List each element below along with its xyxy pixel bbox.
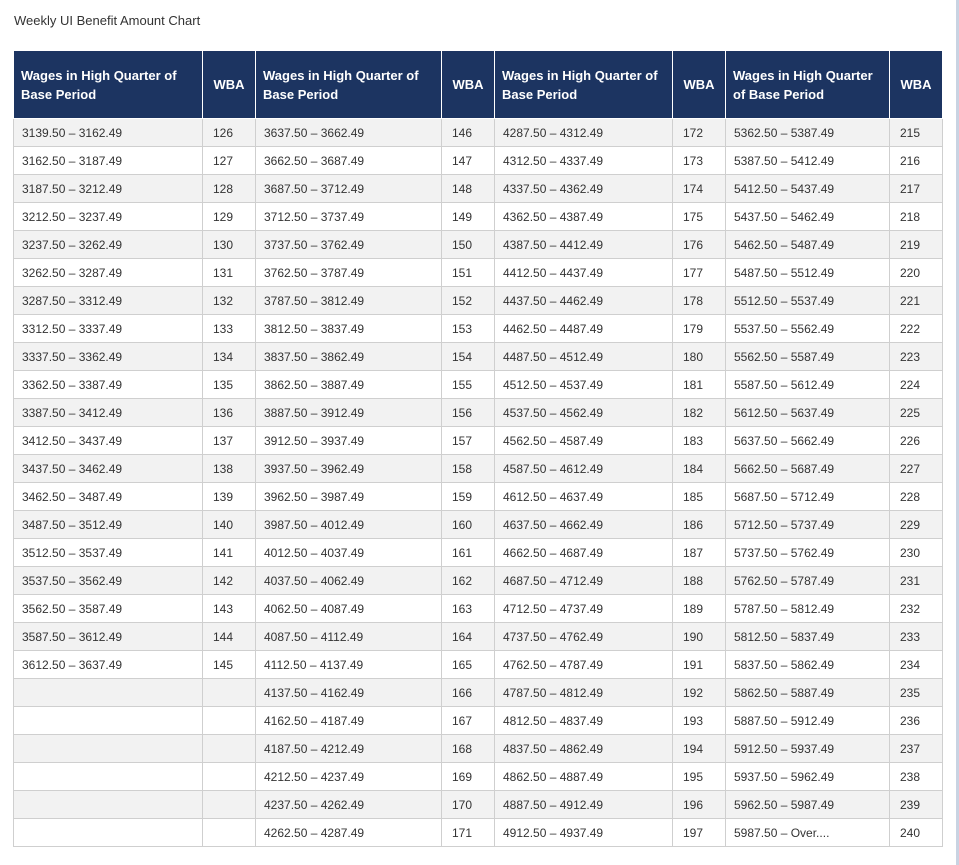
- wba-cell: 126: [203, 119, 256, 147]
- wage-range-cell: 4362.50 – 4387.49: [495, 203, 673, 231]
- wba-cell: 240: [890, 819, 943, 847]
- wba-cell: 133: [203, 315, 256, 343]
- wage-range-cell: 4287.50 – 4312.49: [495, 119, 673, 147]
- wba-cell: 195: [673, 763, 726, 791]
- wage-range-cell: 5987.50 – Over....: [726, 819, 890, 847]
- wage-range-cell: 4637.50 – 4662.49: [495, 511, 673, 539]
- wba-cell: 225: [890, 399, 943, 427]
- wba-cell: 221: [890, 287, 943, 315]
- wage-range-cell: 3812.50 – 3837.49: [256, 315, 442, 343]
- wba-cell: 169: [442, 763, 495, 791]
- wba-cell: 232: [890, 595, 943, 623]
- wage-range-cell: 4262.50 – 4287.49: [256, 819, 442, 847]
- wage-range-cell: 4837.50 – 4862.49: [495, 735, 673, 763]
- wage-range-cell: 5712.50 – 5737.49: [726, 511, 890, 539]
- wage-range-cell: 5762.50 – 5787.49: [726, 567, 890, 595]
- wba-cell: 172: [673, 119, 726, 147]
- wba-cell: 139: [203, 483, 256, 511]
- wba-cell: 218: [890, 203, 943, 231]
- page-title: Weekly UI Benefit Amount Chart: [14, 13, 201, 28]
- wage-range-cell: 5562.50 – 5587.49: [726, 343, 890, 371]
- table-row: [14, 679, 943, 707]
- wage-range-cell: 4387.50 – 4412.49: [495, 231, 673, 259]
- wba-cell: 142: [203, 567, 256, 595]
- wba-cell: 228: [890, 483, 943, 511]
- wba-cell: 185: [673, 483, 726, 511]
- wba-cell: [203, 735, 256, 763]
- wage-range-cell: 3237.50 – 3262.49: [14, 231, 203, 259]
- wba-cell: 147: [442, 147, 495, 175]
- wba-cell: 184: [673, 455, 726, 483]
- wage-range-cell: 5412.50 – 5437.49: [726, 175, 890, 203]
- table-row: [14, 595, 943, 623]
- wba-cell: [203, 707, 256, 735]
- wage-range-cell: 5687.50 – 5712.49: [726, 483, 890, 511]
- table-row: [14, 203, 943, 231]
- wba-cell: 153: [442, 315, 495, 343]
- wba-cell: 180: [673, 343, 726, 371]
- table-row: [14, 763, 943, 791]
- table-row: [14, 315, 943, 343]
- wages-header: Wages in High Quarter of Base Period: [726, 51, 890, 119]
- wba-cell: 149: [442, 203, 495, 231]
- wba-cell: 175: [673, 203, 726, 231]
- wba-cell: 190: [673, 623, 726, 651]
- wba-cell: 237: [890, 735, 943, 763]
- wba-cell: 188: [673, 567, 726, 595]
- table-row: [14, 175, 943, 203]
- wba-cell: 157: [442, 427, 495, 455]
- wba-cell: 165: [442, 651, 495, 679]
- wba-cell: 192: [673, 679, 726, 707]
- wage-range-cell: 4612.50 – 4637.49: [495, 483, 673, 511]
- wage-range-cell: 3612.50 – 3637.49: [14, 651, 203, 679]
- wba-cell: 222: [890, 315, 943, 343]
- wba-header: WBA: [890, 51, 943, 119]
- table-row: [14, 231, 943, 259]
- table-row: [14, 791, 943, 819]
- wage-range-cell: [14, 819, 203, 847]
- wage-range-cell: 4237.50 – 4262.49: [256, 791, 442, 819]
- wage-range-cell: [14, 707, 203, 735]
- wage-range-cell: 4687.50 – 4712.49: [495, 567, 673, 595]
- wage-range-cell: 3937.50 – 3962.49: [256, 455, 442, 483]
- wba-cell: 239: [890, 791, 943, 819]
- wage-range-cell: 5737.50 – 5762.49: [726, 539, 890, 567]
- wages-header: Wages in High Quarter of Base Period: [14, 51, 203, 119]
- wba-cell: 144: [203, 623, 256, 651]
- wba-cell: 233: [890, 623, 943, 651]
- wage-range-cell: 3462.50 – 3487.49: [14, 483, 203, 511]
- wage-range-cell: 4337.50 – 4362.49: [495, 175, 673, 203]
- wage-range-cell: 4162.50 – 4187.49: [256, 707, 442, 735]
- wage-range-cell: 4512.50 – 4537.49: [495, 371, 673, 399]
- wba-cell: 238: [890, 763, 943, 791]
- wba-cell: 131: [203, 259, 256, 287]
- table-row: [14, 371, 943, 399]
- wage-range-cell: 4912.50 – 4937.49: [495, 819, 673, 847]
- wba-cell: 216: [890, 147, 943, 175]
- wba-cell: [203, 791, 256, 819]
- wba-cell: 161: [442, 539, 495, 567]
- wage-range-cell: 3687.50 – 3712.49: [256, 175, 442, 203]
- wage-range-cell: 5862.50 – 5887.49: [726, 679, 890, 707]
- wba-cell: 174: [673, 175, 726, 203]
- wba-cell: 226: [890, 427, 943, 455]
- wba-cell: 187: [673, 539, 726, 567]
- table-row: [14, 343, 943, 371]
- table-row: [14, 427, 943, 455]
- wba-cell: 224: [890, 371, 943, 399]
- wage-range-cell: 5812.50 – 5837.49: [726, 623, 890, 651]
- wba-cell: 129: [203, 203, 256, 231]
- wage-range-cell: 5362.50 – 5387.49: [726, 119, 890, 147]
- table-row: [14, 511, 943, 539]
- wba-cell: 168: [442, 735, 495, 763]
- wba-cell: 181: [673, 371, 726, 399]
- wage-range-cell: 5612.50 – 5637.49: [726, 399, 890, 427]
- wage-range-cell: 3512.50 – 3537.49: [14, 539, 203, 567]
- wage-range-cell: 3987.50 – 4012.49: [256, 511, 442, 539]
- wba-cell: [203, 819, 256, 847]
- wage-range-cell: 3387.50 – 3412.49: [14, 399, 203, 427]
- wage-range-cell: 4737.50 – 4762.49: [495, 623, 673, 651]
- wage-range-cell: 4062.50 – 4087.49: [256, 595, 442, 623]
- wage-range-cell: [14, 679, 203, 707]
- wage-range-cell: 4012.50 – 4037.49: [256, 539, 442, 567]
- wba-cell: 227: [890, 455, 943, 483]
- wba-cell: 178: [673, 287, 726, 315]
- wage-range-cell: 5387.50 – 5412.49: [726, 147, 890, 175]
- wba-cell: 162: [442, 567, 495, 595]
- wba-cell: 189: [673, 595, 726, 623]
- wage-range-cell: 5912.50 – 5937.49: [726, 735, 890, 763]
- wba-cell: 158: [442, 455, 495, 483]
- wba-cell: 155: [442, 371, 495, 399]
- wba-cell: 177: [673, 259, 726, 287]
- wba-cell: 176: [673, 231, 726, 259]
- wage-range-cell: 4187.50 – 4212.49: [256, 735, 442, 763]
- wage-range-cell: 3837.50 – 3862.49: [256, 343, 442, 371]
- wage-range-cell: 4587.50 – 4612.49: [495, 455, 673, 483]
- wage-range-cell: 5537.50 – 5562.49: [726, 315, 890, 343]
- wba-cell: 154: [442, 343, 495, 371]
- wage-range-cell: 5937.50 – 5962.49: [726, 763, 890, 791]
- wage-range-cell: 5462.50 – 5487.49: [726, 231, 890, 259]
- wba-cell: 127: [203, 147, 256, 175]
- wba-cell: 231: [890, 567, 943, 595]
- wage-range-cell: 4037.50 – 4062.49: [256, 567, 442, 595]
- wba-cell: 134: [203, 343, 256, 371]
- wage-range-cell: 4462.50 – 4487.49: [495, 315, 673, 343]
- wba-cell: 132: [203, 287, 256, 315]
- table-row: [14, 483, 943, 511]
- wage-range-cell: 3662.50 – 3687.49: [256, 147, 442, 175]
- table-row: [14, 287, 943, 315]
- table-body: [14, 119, 943, 847]
- wage-range-cell: 5962.50 – 5987.49: [726, 791, 890, 819]
- wba-header: WBA: [442, 51, 495, 119]
- wage-range-cell: 4762.50 – 4787.49: [495, 651, 673, 679]
- wages-header: Wages in High Quarter of Base Period: [495, 51, 673, 119]
- wba-cell: 191: [673, 651, 726, 679]
- wba-header: WBA: [203, 51, 256, 119]
- wba-cell: 159: [442, 483, 495, 511]
- wage-range-cell: 3787.50 – 3812.49: [256, 287, 442, 315]
- wage-range-cell: 4212.50 – 4237.49: [256, 763, 442, 791]
- wage-range-cell: 3712.50 – 3737.49: [256, 203, 442, 231]
- table-row: [14, 455, 943, 483]
- wba-cell: 235: [890, 679, 943, 707]
- table-row: [14, 147, 943, 175]
- wba-cell: 156: [442, 399, 495, 427]
- benefit-amount-table: [13, 50, 943, 847]
- table-row: [14, 539, 943, 567]
- wage-range-cell: 3337.50 – 3362.49: [14, 343, 203, 371]
- wba-cell: 219: [890, 231, 943, 259]
- wba-cell: 230: [890, 539, 943, 567]
- wba-cell: 196: [673, 791, 726, 819]
- wba-cell: 223: [890, 343, 943, 371]
- wba-header: WBA: [673, 51, 726, 119]
- wage-range-cell: 4712.50 – 4737.49: [495, 595, 673, 623]
- wage-range-cell: 3212.50 – 3237.49: [14, 203, 203, 231]
- wba-cell: 186: [673, 511, 726, 539]
- wage-range-cell: 4812.50 – 4837.49: [495, 707, 673, 735]
- wba-cell: 151: [442, 259, 495, 287]
- wage-range-cell: 4412.50 – 4437.49: [495, 259, 673, 287]
- wage-range-cell: 3162.50 – 3187.49: [14, 147, 203, 175]
- wage-range-cell: [14, 735, 203, 763]
- wage-range-cell: 4087.50 – 4112.49: [256, 623, 442, 651]
- wba-cell: 234: [890, 651, 943, 679]
- wage-range-cell: 3562.50 – 3587.49: [14, 595, 203, 623]
- wage-range-cell: 5637.50 – 5662.49: [726, 427, 890, 455]
- wage-range-cell: 3737.50 – 3762.49: [256, 231, 442, 259]
- wba-cell: 143: [203, 595, 256, 623]
- wage-range-cell: 5587.50 – 5612.49: [726, 371, 890, 399]
- wage-range-cell: 3862.50 – 3887.49: [256, 371, 442, 399]
- wba-cell: 141: [203, 539, 256, 567]
- wba-cell: 197: [673, 819, 726, 847]
- wage-range-cell: 3139.50 – 3162.49: [14, 119, 203, 147]
- wage-range-cell: 3762.50 – 3787.49: [256, 259, 442, 287]
- wage-range-cell: 3437.50 – 3462.49: [14, 455, 203, 483]
- wage-range-cell: 4662.50 – 4687.49: [495, 539, 673, 567]
- wba-cell: [203, 679, 256, 707]
- wage-range-cell: [14, 763, 203, 791]
- wba-cell: 146: [442, 119, 495, 147]
- wage-range-cell: 5662.50 – 5687.49: [726, 455, 890, 483]
- wage-range-cell: 4787.50 – 4812.49: [495, 679, 673, 707]
- wage-range-cell: 5837.50 – 5862.49: [726, 651, 890, 679]
- wage-range-cell: 3587.50 – 3612.49: [14, 623, 203, 651]
- wba-cell: 194: [673, 735, 726, 763]
- wage-range-cell: 4487.50 – 4512.49: [495, 343, 673, 371]
- wba-cell: 136: [203, 399, 256, 427]
- wage-range-cell: 3187.50 – 3212.49: [14, 175, 203, 203]
- wage-range-cell: 4537.50 – 4562.49: [495, 399, 673, 427]
- wage-range-cell: 4312.50 – 4337.49: [495, 147, 673, 175]
- wage-range-cell: 4562.50 – 4587.49: [495, 427, 673, 455]
- wage-range-cell: 3287.50 – 3312.49: [14, 287, 203, 315]
- table-row: [14, 651, 943, 679]
- wba-cell: 130: [203, 231, 256, 259]
- wage-range-cell: 3962.50 – 3987.49: [256, 483, 442, 511]
- wba-cell: 148: [442, 175, 495, 203]
- wages-header: Wages in High Quarter of Base Period: [256, 51, 442, 119]
- table-row: [14, 707, 943, 735]
- wage-range-cell: 5887.50 – 5912.49: [726, 707, 890, 735]
- wba-cell: 140: [203, 511, 256, 539]
- wba-cell: 163: [442, 595, 495, 623]
- table-row: [14, 119, 943, 147]
- wage-range-cell: 3887.50 – 3912.49: [256, 399, 442, 427]
- wba-cell: 160: [442, 511, 495, 539]
- table-row: [14, 735, 943, 763]
- wage-range-cell: 5787.50 – 5812.49: [726, 595, 890, 623]
- wba-cell: 137: [203, 427, 256, 455]
- wba-cell: 173: [673, 147, 726, 175]
- wba-cell: 171: [442, 819, 495, 847]
- wage-range-cell: 3312.50 – 3337.49: [14, 315, 203, 343]
- table-header-row: [14, 51, 943, 119]
- wage-range-cell: 4437.50 – 4462.49: [495, 287, 673, 315]
- wba-cell: 236: [890, 707, 943, 735]
- wba-cell: 229: [890, 511, 943, 539]
- wba-cell: 135: [203, 371, 256, 399]
- wba-cell: 217: [890, 175, 943, 203]
- wba-cell: 183: [673, 427, 726, 455]
- wage-range-cell: 3262.50 – 3287.49: [14, 259, 203, 287]
- wba-cell: 138: [203, 455, 256, 483]
- wage-range-cell: 5437.50 – 5462.49: [726, 203, 890, 231]
- wba-cell: 220: [890, 259, 943, 287]
- wba-cell: 182: [673, 399, 726, 427]
- wage-range-cell: 3637.50 – 3662.49: [256, 119, 442, 147]
- wba-cell: 179: [673, 315, 726, 343]
- wba-cell: 193: [673, 707, 726, 735]
- wage-range-cell: 3912.50 – 3937.49: [256, 427, 442, 455]
- wba-cell: 128: [203, 175, 256, 203]
- table-row: [14, 623, 943, 651]
- wage-range-cell: 4862.50 – 4887.49: [495, 763, 673, 791]
- table-row: [14, 259, 943, 287]
- wba-cell: 150: [442, 231, 495, 259]
- wage-range-cell: 5512.50 – 5537.49: [726, 287, 890, 315]
- table-row: [14, 819, 943, 847]
- table-row: [14, 399, 943, 427]
- wba-cell: 170: [442, 791, 495, 819]
- wba-cell: [203, 763, 256, 791]
- wba-cell: 215: [890, 119, 943, 147]
- wba-cell: 152: [442, 287, 495, 315]
- wba-cell: 145: [203, 651, 256, 679]
- wage-range-cell: 4112.50 – 4137.49: [256, 651, 442, 679]
- wba-cell: 167: [442, 707, 495, 735]
- wage-range-cell: 3537.50 – 3562.49: [14, 567, 203, 595]
- wage-range-cell: 4137.50 – 4162.49: [256, 679, 442, 707]
- wage-range-cell: [14, 791, 203, 819]
- wage-range-cell: 3487.50 – 3512.49: [14, 511, 203, 539]
- table-row: [14, 567, 943, 595]
- wba-cell: 166: [442, 679, 495, 707]
- wage-range-cell: 3362.50 – 3387.49: [14, 371, 203, 399]
- wage-range-cell: 5487.50 – 5512.49: [726, 259, 890, 287]
- wage-range-cell: 4887.50 – 4912.49: [495, 791, 673, 819]
- wba-cell: 164: [442, 623, 495, 651]
- wage-range-cell: 3412.50 – 3437.49: [14, 427, 203, 455]
